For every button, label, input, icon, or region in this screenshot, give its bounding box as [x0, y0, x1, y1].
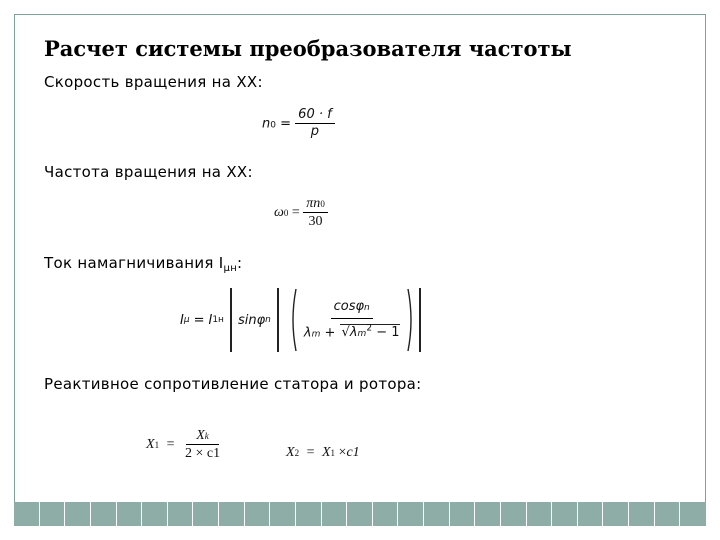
footer-segment	[245, 502, 271, 526]
f4-numerator-wrap	[186, 428, 219, 445]
footer-segment	[347, 502, 373, 526]
footer-segment	[578, 502, 604, 526]
formula-speed	[262, 108, 335, 140]
f3-numerator-sub: n	[364, 302, 370, 313]
f4-eq: =	[166, 437, 175, 453]
formula-frequency	[274, 196, 328, 230]
f3-abs-bar-left	[230, 288, 232, 352]
label-current-prefix: Ток намагничивания I	[44, 254, 224, 272]
slide-title: Расчет системы преобразователя частоты	[44, 36, 572, 61]
f3-den-plus: +	[324, 325, 336, 341]
label-current-suffix: :	[237, 254, 243, 272]
f2-numerator-sub: 0	[320, 199, 325, 209]
f3-abs-bar-mid	[277, 288, 279, 352]
footer-segment	[424, 502, 450, 526]
f1-fraction	[295, 108, 335, 140]
footer-segment	[501, 502, 527, 526]
footer-segment	[629, 502, 655, 526]
f2-lhs-sub: 0	[283, 208, 289, 219]
footer-segment	[65, 502, 91, 526]
formula-x1	[146, 428, 223, 462]
f3-rhs: I	[208, 312, 213, 328]
footer-segment	[475, 502, 501, 526]
f1-lhs-sub: 0	[270, 120, 276, 131]
footer-segment	[296, 502, 322, 526]
f3-lhs-sub: μ	[183, 315, 190, 325]
f3-paren-left	[289, 288, 297, 352]
f3-den-a: λ	[303, 325, 312, 341]
f2-denominator: 30	[308, 214, 323, 230]
f1-numerator: 60 · f	[295, 108, 335, 124]
f3-numerator-wrap	[331, 300, 373, 319]
f3-denominator	[301, 319, 403, 341]
label-frequency: Частота вращения на ХХ:	[44, 163, 253, 181]
f3-func: sinφ	[237, 312, 266, 328]
f5-lhs: X	[286, 445, 295, 460]
f1-lhs: n	[262, 116, 271, 132]
f1-denominator: p	[310, 124, 320, 140]
f4-numerator-sub: k	[204, 431, 209, 441]
f3-paren-right	[407, 288, 415, 352]
f3-lhs: I	[180, 312, 184, 328]
label-reactance: Реактивное сопротивление статора и ротора:	[44, 375, 422, 393]
f5-rhs: X	[321, 445, 331, 460]
label-current	[44, 254, 242, 274]
footer-segment	[398, 502, 424, 526]
footer-segment	[655, 502, 681, 526]
footer-segment	[450, 502, 476, 526]
f4-fraction	[182, 428, 223, 462]
f3-den-minus: − 1	[376, 325, 400, 341]
footer-segment	[527, 502, 553, 526]
footer-segment	[14, 502, 40, 526]
formula-current	[180, 283, 421, 357]
footer-segment	[193, 502, 219, 526]
f3-den-b: λ	[349, 325, 358, 341]
f3-den-exp: 2	[366, 323, 373, 334]
f1-eq: =	[280, 116, 292, 132]
footer-segment	[373, 502, 399, 526]
footer-segment	[142, 502, 168, 526]
f5-tail: c1	[346, 445, 360, 460]
f2-numerator-wrap	[303, 196, 328, 213]
footer-segment	[91, 502, 117, 526]
footer-segment	[680, 502, 706, 526]
f4-lhs: X	[146, 437, 155, 453]
f4-lhs-sub: 1	[154, 440, 160, 451]
f4-numerator: X	[196, 428, 205, 443]
f3-abs-bar-right	[419, 288, 421, 352]
footer-segment	[117, 502, 143, 526]
f3-den-b-sub: m	[357, 329, 367, 340]
f3-func-sub: n	[265, 315, 271, 325]
f5-lhs-sub: 2	[294, 448, 300, 458]
footer-bar	[14, 502, 706, 526]
footer-segment	[219, 502, 245, 526]
footer-segment	[552, 502, 578, 526]
f3-sqrt: $√\lambda m^2 - 1$	[341, 323, 400, 341]
footer-segment	[40, 502, 66, 526]
f3-rhs-sub: 1н	[212, 315, 224, 325]
formula-x2	[286, 445, 360, 461]
f3-eq: =	[193, 312, 205, 328]
f2-numerator: πn	[306, 196, 321, 211]
footer-segment	[270, 502, 296, 526]
footer-segment	[603, 502, 629, 526]
f3-fraction	[301, 300, 403, 341]
label-current-sub: μн	[223, 263, 238, 274]
footer-segment	[168, 502, 194, 526]
f5-rhs-sub: 1	[330, 448, 336, 458]
f2-fraction	[303, 196, 328, 230]
f2-lhs: ω	[274, 205, 284, 221]
f5-times: ×	[338, 445, 347, 460]
f3-numerator: cosφ	[333, 298, 365, 314]
f3-den-a-sub: m	[311, 329, 321, 340]
label-speed: Скорость вращения на ХХ:	[44, 73, 263, 91]
footer-segment	[322, 502, 348, 526]
f5-eq: =	[306, 445, 315, 460]
f4-denominator: 2 × c1	[184, 446, 221, 462]
f2-eq: =	[291, 205, 300, 221]
